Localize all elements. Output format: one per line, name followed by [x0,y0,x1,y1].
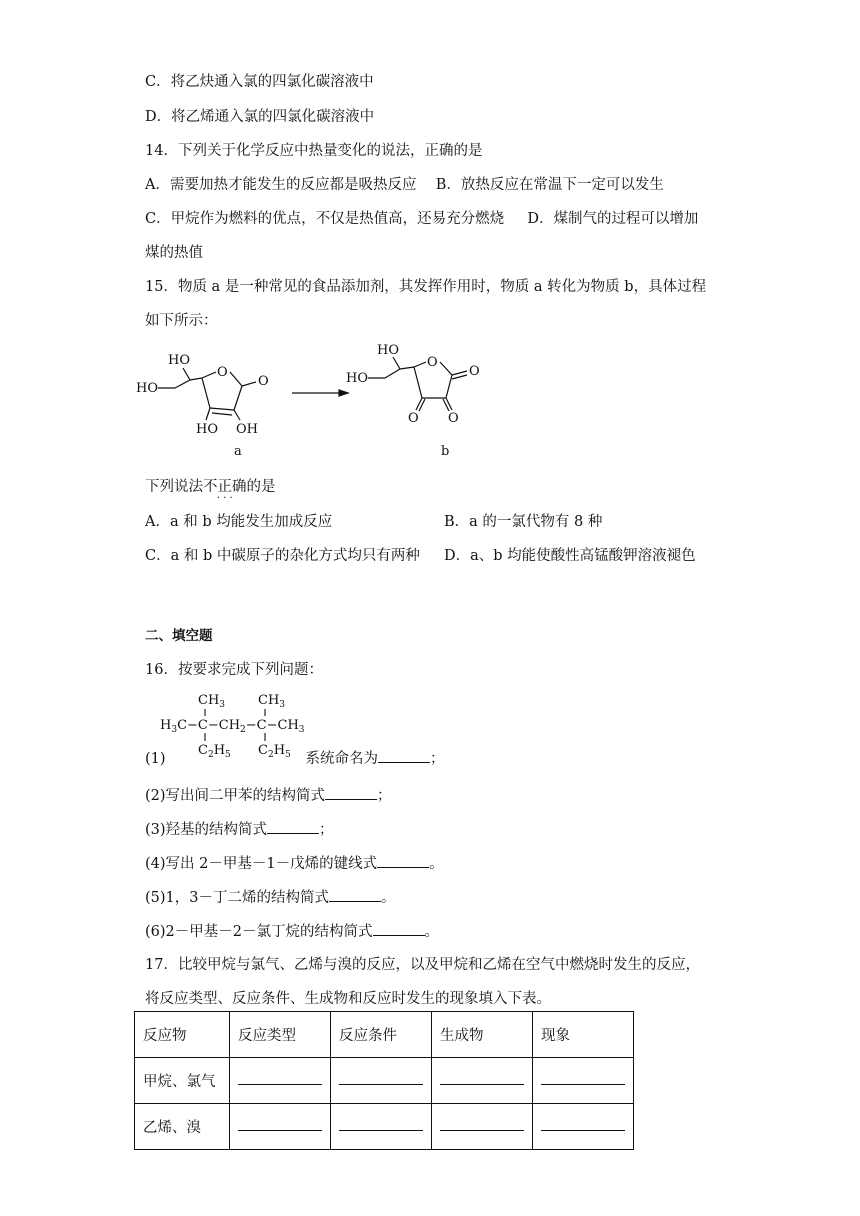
emphasis-text: 不正确 · · · [203,479,247,504]
formula-bottom-c2h5-2: $C_2H_5$ [258,743,291,760]
q15-reaction-scheme [130,340,510,465]
a-label-ho-left: HO [136,381,158,396]
q15-stem-2: 如下所示： [145,313,218,329]
a-label-ring-o: O [217,365,228,380]
b-label-carbonyl-o-left: O [408,411,419,426]
a-label-oh-bottom: OH [236,422,258,437]
q16-stem: 16．按要求完成下列问题： [145,662,323,678]
b-label-carbonyl-o-right: O [469,364,480,379]
molecule-b [368,357,467,411]
q14-option-b: B．放热反应在常温下一定可以发生 [435,177,664,193]
q16-part-5: (5)1，3－丁二烯的结构简式 。 [145,887,396,908]
q17-stem-2: 将反应类型、反应条件、生成物和反应时发生的现象填入下表。 [145,991,551,1007]
molecule-a [158,368,256,420]
q15-stem-1: 15．物质 a 是一种常见的食品添加剂，其发挥作用时，物质 a 转化为物质 b，具体过程 [145,279,707,295]
q14-options-cd [145,209,698,229]
answer-blank[interactable] [267,819,319,834]
b-label-ho-top: HO [377,343,399,358]
answer-blank[interactable] [440,1118,524,1131]
a-label-ho-bottom: HO [196,422,218,437]
table-header: 反应物 [135,1012,230,1058]
answer-blank[interactable] [325,785,377,800]
a-caption: a [234,444,242,459]
a-label-ho-top: HO [168,353,190,368]
q16-part-6: (6)2－甲基－2－氯丁烷的结构简式 。 [145,921,439,942]
answer-blank[interactable] [377,853,429,868]
q13-option-d: D．将乙烯通入氯的四氯化碳溶液中 [145,109,375,125]
answer-blank[interactable] [238,1118,322,1131]
q14-option-a: A．需要加热才能发生的反应都是吸热反应 [145,177,417,193]
formula-bottom-c2h5-1: $C_2H_5$ [198,743,231,760]
table-header-row [135,1012,634,1058]
table-header: 生成物 [432,1012,533,1058]
answer-blank[interactable] [339,1072,423,1085]
answer-blank[interactable] [440,1072,524,1085]
table-header: 反应条件 [331,1012,432,1058]
answer-blank[interactable] [541,1118,625,1131]
q15-option-b: B．a 的一氯代物有 8 种 [444,514,603,530]
answer-blank[interactable] [541,1072,625,1085]
formula-top-ch3-1: $CH_3$ [198,693,226,710]
q16-part-3: (3)羟基的结构简式 ； [145,819,334,840]
answer-blank[interactable] [329,887,381,902]
q15-question: 下列说法不正确 · · · 的是 [145,479,276,504]
answer-blank[interactable] [373,921,425,936]
reaction-table [134,1011,634,1150]
q16-part-2: (2)写出间二甲苯的结构简式 ； [145,785,392,806]
b-label-carbonyl-o-mid: O [448,411,459,426]
q17-stem-1: 17．比较甲烷与氯气、乙烯与溴的反应，以及甲烷和乙烯在空气中燃烧时发生的反应， [145,957,700,973]
q15-option-c: C．a 和 b 中碳原子的杂化方式均只有两种 [145,548,420,564]
q16-part-1: (1) 系统命名为 ； [145,748,445,769]
q14-option-d-cont: 煤的热值 [145,245,203,261]
b-caption: b [441,444,450,459]
table-row [135,1058,634,1104]
b-label-ring-o: O [427,355,438,370]
formula-main-chain: $H_3C-C-CH_2-C-CH_3$ [160,718,305,735]
table-cell-reactants: 乙烯、溴 [135,1104,230,1150]
reaction-arrow [292,390,348,396]
a-label-carbonyl-o: O [258,374,269,389]
answer-blank[interactable] [378,748,430,763]
b-label-ho-left: HO [346,371,368,386]
table-header: 反应类型 [230,1012,331,1058]
section-title: 二、填空题 [145,628,213,644]
q16-part-4: (4)写出 2－甲基－1－戊烯的键线式 。 [145,853,444,874]
q15-option-d: D．a、b 均能使酸性高锰酸钾溶液褪色 [444,548,696,564]
q13-option-c: C．将乙炔通入氯的四氯化碳溶液中 [145,74,374,90]
q14-option-d: D．煤制气的过程可以增加 [527,211,699,227]
table-cell-reactants: 甲烷、氯气 [135,1058,230,1104]
q15-option-a: A．a 和 b 均能发生加成反应 [145,514,333,530]
answer-blank[interactable] [339,1118,423,1131]
q14-options-ab [145,175,664,195]
table-row [135,1104,634,1150]
table-header: 现象 [533,1012,634,1058]
q14-stem: 14．下列关于化学反应中热量变化的说法，正确的是 [145,143,483,159]
q14-option-c: C．甲烷作为燃料的优点，不仅是热值高，还易充分燃烧 [145,211,505,227]
answer-blank[interactable] [238,1072,322,1085]
formula-top-ch3-2: $CH_3$ [258,693,286,710]
